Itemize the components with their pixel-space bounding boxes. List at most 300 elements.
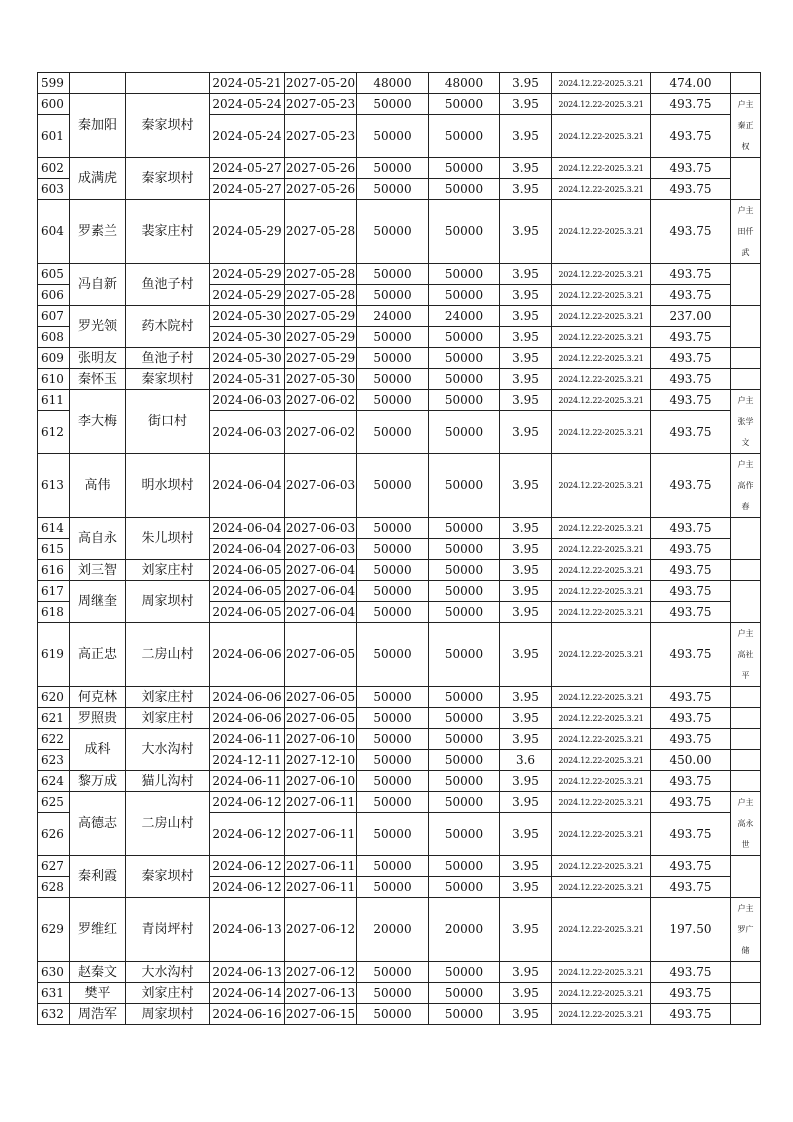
loan-start-date: 2024-05-24 [210,115,285,158]
interest-base-amount: 50000 [429,560,500,581]
borrower-name: 高自永 [70,518,126,560]
interest-rate: 3.95 [500,390,552,411]
borrower-name: 张明友 [70,348,126,369]
loan-start-date: 2024-05-27 [210,179,285,200]
remark-line: 春 [741,502,750,511]
interest-base-amount: 50000 [429,771,500,792]
interest-base-amount: 50000 [429,962,500,983]
remark-cell [731,708,761,729]
remark-cell [731,1004,761,1025]
loan-end-date: 2027-05-23 [285,115,357,158]
loan-start-date: 2024-05-24 [210,94,285,115]
loan-end-date: 2027-06-03 [285,454,357,518]
loan-amount: 50000 [357,411,429,454]
borrower-name: 高正忠 [70,623,126,687]
interest-rate: 3.95 [500,264,552,285]
loan-amount: 50000 [357,200,429,264]
loan-start-date: 2024-05-30 [210,306,285,327]
interest-period: 2024.12.22-2025.3.21 [552,856,651,877]
table-row [38,369,761,390]
interest-amount: 493.75 [651,115,731,158]
row-number: 627 [38,856,70,877]
interest-amount: 493.75 [651,327,731,348]
interest-rate: 3.95 [500,792,552,813]
loan-end-date: 2027-05-26 [285,179,357,200]
interest-rate: 3.95 [500,306,552,327]
table-row [38,390,761,411]
interest-period: 2024.12.22-2025.3.21 [552,454,651,518]
loan-amount: 50000 [357,581,429,602]
borrower-name: 罗素兰 [70,200,126,264]
remark-cell [731,962,761,983]
interest-period: 2024.12.22-2025.3.21 [552,771,651,792]
interest-base-amount: 50000 [429,708,500,729]
loan-start-date: 2024-06-12 [210,877,285,898]
loan-amount: 50000 [357,390,429,411]
village-name: 二房山村 [126,792,210,856]
village-name: 青岗坪村 [126,898,210,962]
interest-rate: 3.95 [500,813,552,856]
remark-line: 户主 [737,904,754,913]
table-row [38,792,761,813]
interest-base-amount: 50000 [429,327,500,348]
table-row [38,306,761,327]
interest-rate: 3.95 [500,602,552,623]
interest-rate: 3.95 [500,200,552,264]
loan-amount: 50000 [357,771,429,792]
interest-rate: 3.95 [500,877,552,898]
loan-end-date: 2027-05-28 [285,200,357,264]
loan-end-date: 2027-06-11 [285,792,357,813]
interest-rate: 3.95 [500,687,552,708]
loan-amount: 50000 [357,962,429,983]
loan-start-date: 2024-06-16 [210,1004,285,1025]
interest-amount: 493.75 [651,369,731,390]
remark-cell [731,94,761,158]
loan-amount: 50000 [357,348,429,369]
loan-start-date: 2024-06-04 [210,539,285,560]
interest-rate: 3.95 [500,1004,552,1025]
interest-period: 2024.12.22-2025.3.21 [552,560,651,581]
loan-end-date: 2027-06-15 [285,1004,357,1025]
remark-cell [731,390,761,454]
interest-period: 2024.12.22-2025.3.21 [552,602,651,623]
loan-start-date: 2024-06-12 [210,813,285,856]
remark-line: 张学 [737,417,754,426]
interest-period: 2024.12.22-2025.3.21 [552,306,651,327]
interest-base-amount: 24000 [429,306,500,327]
interest-rate: 3.95 [500,708,552,729]
remark-cell [731,623,761,687]
borrower-name: 罗维红 [70,898,126,962]
interest-amount: 493.75 [651,856,731,877]
loan-amount: 50000 [357,264,429,285]
village-name: 药木院村 [126,306,210,348]
table-body [38,73,761,1025]
remark-cell [731,200,761,264]
village-name: 秦家坝村 [126,856,210,898]
interest-amount: 474.00 [651,73,731,94]
interest-rate: 3.95 [500,898,552,962]
interest-amount: 493.75 [651,687,731,708]
remark-cell [731,369,761,390]
interest-base-amount: 50000 [429,623,500,687]
village-name: 大水沟村 [126,962,210,983]
row-number: 622 [38,729,70,750]
loan-start-date: 2024-05-29 [210,264,285,285]
interest-amount: 493.75 [651,348,731,369]
loan-amount: 50000 [357,285,429,306]
loan-start-date: 2024-05-29 [210,200,285,264]
interest-base-amount: 50000 [429,390,500,411]
loan-start-date: 2024-06-12 [210,856,285,877]
borrower-name: 樊平 [70,983,126,1004]
remark-line: 高社 [737,650,754,659]
interest-amount: 493.75 [651,623,731,687]
borrower-name: 冯自新 [70,264,126,306]
interest-amount: 493.75 [651,539,731,560]
loan-amount: 50000 [357,560,429,581]
loan-amount: 50000 [357,369,429,390]
borrower-name: 成科 [70,729,126,771]
village-name: 秦家坝村 [126,158,210,200]
loan-start-date: 2024-05-27 [210,158,285,179]
interest-rate: 3.95 [500,560,552,581]
interest-period: 2024.12.22-2025.3.21 [552,792,651,813]
loan-end-date: 2027-06-05 [285,623,357,687]
interest-amount: 493.75 [651,158,731,179]
table-row [38,687,761,708]
remark-line: 户主 [737,629,754,638]
interest-amount: 493.75 [651,390,731,411]
row-number: 611 [38,390,70,411]
interest-period: 2024.12.22-2025.3.21 [552,581,651,602]
loan-end-date: 2027-06-11 [285,856,357,877]
borrower-name: 高德志 [70,792,126,856]
row-number: 624 [38,771,70,792]
loan-end-date: 2027-06-04 [285,560,357,581]
interest-period: 2024.12.22-2025.3.21 [552,73,651,94]
village-name: 刘家庄村 [126,708,210,729]
village-name: 周家坝村 [126,1004,210,1025]
interest-base-amount: 50000 [429,750,500,771]
remark-line: 文 [741,438,750,447]
remark-line: 权 [741,142,750,151]
village-name: 刘家庄村 [126,687,210,708]
interest-amount: 493.75 [651,729,731,750]
row-number: 599 [38,73,70,94]
interest-rate: 3.95 [500,348,552,369]
loan-amount: 48000 [357,73,429,94]
remark-cell [731,898,761,962]
village-name: 猫儿沟村 [126,771,210,792]
table-row [38,708,761,729]
remark-line: 平 [741,671,750,680]
interest-period: 2024.12.22-2025.3.21 [552,411,651,454]
remark-line: 秦正 [737,121,754,130]
interest-period: 2024.12.22-2025.3.21 [552,539,651,560]
interest-period: 2024.12.22-2025.3.21 [552,179,651,200]
table-row [38,729,761,750]
remark-line: 户主 [737,460,754,469]
interest-period: 2024.12.22-2025.3.21 [552,962,651,983]
row-number: 607 [38,306,70,327]
village-name: 秦家坝村 [126,94,210,158]
interest-base-amount: 20000 [429,898,500,962]
loan-end-date: 2027-05-29 [285,306,357,327]
loan-amount: 24000 [357,306,429,327]
loan-amount: 50000 [357,179,429,200]
loan-end-date: 2027-05-29 [285,327,357,348]
row-number: 615 [38,539,70,560]
interest-amount: 493.75 [651,708,731,729]
interest-amount: 493.75 [651,1004,731,1025]
interest-period: 2024.12.22-2025.3.21 [552,813,651,856]
interest-base-amount: 50000 [429,856,500,877]
loan-amount: 50000 [357,813,429,856]
row-number: 600 [38,94,70,115]
village-name: 秦家坝村 [126,369,210,390]
loan-start-date: 2024-06-03 [210,390,285,411]
village-name: 明水坝村 [126,454,210,518]
interest-rate: 3.95 [500,115,552,158]
interest-base-amount: 50000 [429,348,500,369]
remark-line: 户主 [737,798,754,807]
loan-amount: 50000 [357,687,429,708]
remark-line: 罗广 [737,925,754,934]
row-number: 616 [38,560,70,581]
interest-rate: 3.95 [500,454,552,518]
interest-amount: 197.50 [651,898,731,962]
interest-base-amount: 50000 [429,411,500,454]
interest-period: 2024.12.22-2025.3.21 [552,687,651,708]
borrower-name: 秦加阳 [70,94,126,158]
village-name: 二房山村 [126,623,210,687]
interest-period: 2024.12.22-2025.3.21 [552,285,651,306]
loan-end-date: 2027-06-13 [285,983,357,1004]
loan-amount: 50000 [357,623,429,687]
remark-cell [731,73,761,94]
loan-start-date: 2024-06-04 [210,518,285,539]
loan-start-date: 2024-05-31 [210,369,285,390]
row-number: 605 [38,264,70,285]
loan-start-date: 2024-05-29 [210,285,285,306]
interest-amount: 493.75 [651,560,731,581]
loan-end-date: 2027-05-23 [285,94,357,115]
borrower-name: 罗光领 [70,306,126,348]
interest-rate: 3.95 [500,856,552,877]
interest-period: 2024.12.22-2025.3.21 [552,390,651,411]
loan-start-date: 2024-06-12 [210,792,285,813]
interest-base-amount: 50000 [429,602,500,623]
remark-line: 储 [741,946,750,955]
borrower-name: 何克林 [70,687,126,708]
interest-rate: 3.95 [500,411,552,454]
row-number: 613 [38,454,70,518]
interest-rate: 3.95 [500,73,552,94]
interest-amount: 450.00 [651,750,731,771]
row-number: 601 [38,115,70,158]
loan-start-date: 2024-05-30 [210,327,285,348]
interest-rate: 3.95 [500,158,552,179]
loan-end-date: 2027-06-04 [285,581,357,602]
interest-period: 2024.12.22-2025.3.21 [552,200,651,264]
interest-rate: 3.95 [500,983,552,1004]
borrower-name: 秦利霞 [70,856,126,898]
row-number: 626 [38,813,70,856]
row-number: 609 [38,348,70,369]
borrower-name: 周浩军 [70,1004,126,1025]
loan-amount: 50000 [357,983,429,1004]
interest-base-amount: 50000 [429,813,500,856]
loan-amount: 50000 [357,750,429,771]
interest-base-amount: 50000 [429,581,500,602]
table-row [38,983,761,1004]
loan-end-date: 2027-06-02 [285,390,357,411]
interest-rate: 3.6 [500,750,552,771]
loan-end-date: 2027-05-29 [285,348,357,369]
interest-base-amount: 50000 [429,158,500,179]
table-row [38,771,761,792]
village-name: 鱼池子村 [126,264,210,306]
interest-amount: 493.75 [651,792,731,813]
remark-line: 高永 [737,819,754,828]
borrower-name: 罗照贵 [70,708,126,729]
interest-amount: 493.75 [651,454,731,518]
remark-cell [731,729,761,750]
loan-amount: 50000 [357,115,429,158]
remark-cell [731,348,761,369]
interest-base-amount: 50000 [429,369,500,390]
loan-start-date: 2024-06-06 [210,708,285,729]
loan-end-date: 2027-05-20 [285,73,357,94]
loan-end-date: 2027-06-11 [285,877,357,898]
row-number: 619 [38,623,70,687]
borrower-name: 李大梅 [70,390,126,454]
remark-cell [731,771,761,792]
row-number: 617 [38,581,70,602]
loan-end-date: 2027-06-11 [285,813,357,856]
remark-cell [731,856,761,898]
remark-cell [731,454,761,518]
borrower-name: 高伟 [70,454,126,518]
village-name [126,73,210,94]
loan-end-date: 2027-05-26 [285,158,357,179]
loan-start-date: 2024-06-11 [210,771,285,792]
interest-base-amount: 50000 [429,1004,500,1025]
interest-period: 2024.12.22-2025.3.21 [552,623,651,687]
table-row [38,454,761,518]
table-row [38,518,761,539]
table-row [38,581,761,602]
row-number: 612 [38,411,70,454]
interest-period: 2024.12.22-2025.3.21 [552,1004,651,1025]
interest-base-amount: 50000 [429,179,500,200]
remark-line: 户主 [737,396,754,405]
loan-start-date: 2024-06-04 [210,454,285,518]
loan-start-date: 2024-06-05 [210,602,285,623]
interest-base-amount: 50000 [429,285,500,306]
row-number: 606 [38,285,70,306]
interest-base-amount: 50000 [429,115,500,158]
table-row [38,1004,761,1025]
loan-amount: 50000 [357,792,429,813]
table-row [38,623,761,687]
row-number: 631 [38,983,70,1004]
table-row [38,94,761,115]
row-number: 623 [38,750,70,771]
loan-amount: 50000 [357,327,429,348]
remark-cell [731,581,761,623]
interest-base-amount: 50000 [429,518,500,539]
table-row [38,348,761,369]
interest-amount: 493.75 [651,264,731,285]
loan-end-date: 2027-06-02 [285,411,357,454]
loan-end-date: 2027-05-28 [285,264,357,285]
row-number: 614 [38,518,70,539]
loan-start-date: 2024-06-05 [210,560,285,581]
remark-cell [731,792,761,856]
loan-start-date: 2024-06-05 [210,581,285,602]
loan-start-date: 2024-06-13 [210,962,285,983]
row-number: 604 [38,200,70,264]
interest-amount: 493.75 [651,771,731,792]
row-number: 632 [38,1004,70,1025]
loan-start-date: 2024-06-03 [210,411,285,454]
loan-end-date: 2027-06-10 [285,771,357,792]
interest-base-amount: 50000 [429,539,500,560]
borrower-name: 刘三智 [70,560,126,581]
borrower-name [70,73,126,94]
interest-period: 2024.12.22-2025.3.21 [552,348,651,369]
loan-amount: 20000 [357,898,429,962]
interest-base-amount: 50000 [429,200,500,264]
interest-base-amount: 50000 [429,264,500,285]
interest-period: 2024.12.22-2025.3.21 [552,983,651,1004]
loan-amount: 50000 [357,729,429,750]
row-number: 628 [38,877,70,898]
loan-amount: 50000 [357,158,429,179]
remark-line: 户主 [737,100,754,109]
row-number: 602 [38,158,70,179]
row-number: 629 [38,898,70,962]
interest-rate: 3.95 [500,285,552,306]
loan-start-date: 2024-05-30 [210,348,285,369]
loan-start-date: 2024-05-21 [210,73,285,94]
interest-rate: 3.95 [500,369,552,390]
interest-period: 2024.12.22-2025.3.21 [552,115,651,158]
remark-cell [731,264,761,306]
interest-base-amount: 50000 [429,877,500,898]
row-number: 603 [38,179,70,200]
loan-amount: 50000 [357,518,429,539]
table-row [38,560,761,581]
interest-period: 2024.12.22-2025.3.21 [552,264,651,285]
loan-start-date: 2024-12-11 [210,750,285,771]
table-row [38,200,761,264]
loan-end-date: 2027-12-10 [285,750,357,771]
interest-period: 2024.12.22-2025.3.21 [552,158,651,179]
remark-line: 武 [741,248,750,257]
loan-amount: 50000 [357,94,429,115]
interest-base-amount: 50000 [429,687,500,708]
village-name: 周家坝村 [126,581,210,623]
loan-start-date: 2024-06-06 [210,687,285,708]
interest-rate: 3.95 [500,94,552,115]
interest-amount: 493.75 [651,983,731,1004]
interest-period: 2024.12.22-2025.3.21 [552,898,651,962]
village-name: 刘家庄村 [126,560,210,581]
